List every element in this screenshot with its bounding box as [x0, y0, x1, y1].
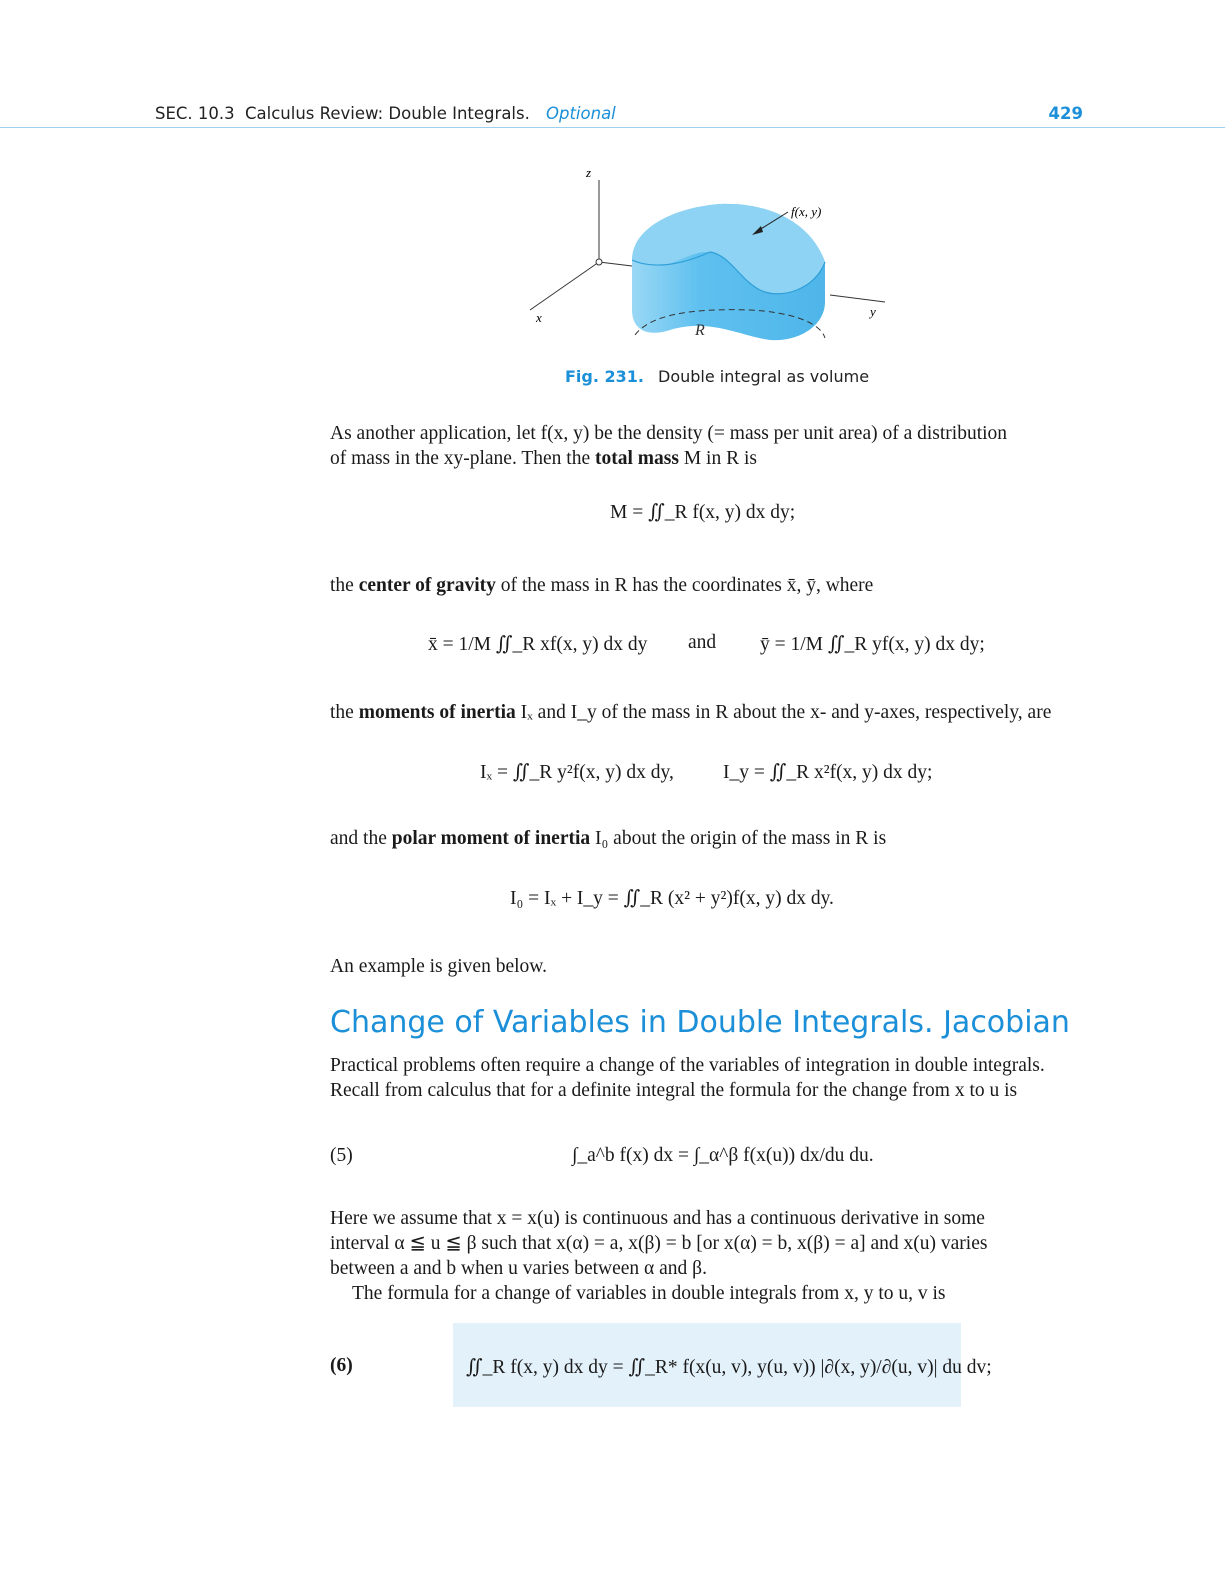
equation-mass: M = ∬_R f(x, y) dx dy;	[610, 502, 796, 523]
origin-point	[596, 259, 602, 265]
paragraph-moments: the moments of inertia Iₓ and I_y of the mass in R about the x- and y-axes, respectively, are	[330, 702, 1052, 723]
term-center-gravity: center of gravity	[358, 575, 496, 596]
section-heading: Change of Variables in Double Integrals. Jacobian	[330, 1005, 1070, 1040]
header-rule	[0, 127, 1225, 128]
section-number: SEC. 10.3	[155, 104, 235, 123]
figure-231	[520, 160, 900, 380]
term-total-mass: total mass	[595, 448, 679, 469]
paragraph-assumptions	[330, 1206, 1083, 1306]
x-axis	[530, 262, 599, 310]
label-region-r: R	[695, 322, 705, 339]
y-axis-left	[599, 262, 632, 266]
equation-5-number: (5)	[330, 1145, 353, 1166]
equation-inertia-x: Iₓ = ∬_R y²f(x, y) dx dy,	[480, 762, 674, 783]
label-f: f(x, y)	[791, 204, 822, 219]
page-number: 429	[1048, 104, 1083, 123]
equation-and: and	[688, 632, 717, 653]
equation-polar: I₀ = Iₓ + I_y = ∬_R (x² + y²)f(x, y) dx dy.	[510, 888, 834, 909]
caption-text: Double integral as volume	[658, 367, 870, 386]
para7-line3: between a and b when u varies between α and β.	[330, 1258, 707, 1279]
equation-center-y: ȳ = 1/M ∬_R yf(x, y) dx dy;	[760, 634, 985, 655]
para6-line2: Recall from calculus that for a definite integral the formula for the change from x to u is	[330, 1080, 1018, 1101]
label-y: y	[870, 304, 876, 319]
paragraph-change-variables	[330, 1053, 1083, 1103]
para7-line4: The formula for a change of variables in double integrals from x, y to u, v is	[352, 1283, 946, 1304]
caption-number: Fig. 231.	[565, 367, 644, 386]
figure-caption	[565, 367, 869, 386]
equation-center-x: x̄ = 1/M ∬_R xf(x, y) dx dy	[428, 634, 648, 655]
label-z: z	[586, 165, 592, 180]
equation-inertia-y: I_y = ∬_R x²f(x, y) dx dy;	[723, 762, 933, 783]
label-x: x	[536, 310, 542, 325]
equation-6: ∬_R f(x, y) dx dy = ∬_R* f(x(u, v), y(u, v)) |∂(x, y)/∂(u, v)| du dv;	[466, 1357, 992, 1378]
para6-line1: Practical problems often require a change of the variables of integration in double integrals.	[330, 1055, 1045, 1076]
para1-line2: of mass in the xy-plane. Then the total mass M in R is	[330, 448, 757, 469]
equation-5: ∫_a^b f(x) dx = ∫_α^β f(x(u)) dx/du du.	[572, 1145, 874, 1166]
section-title: Calculus Review: Double Integrals.	[245, 104, 530, 123]
y-axis-right	[830, 295, 885, 302]
optional-tag: Optional	[546, 104, 616, 123]
running-header	[155, 104, 1083, 128]
paragraph-polar: and the polar moment of inertia I₀ about the origin of the mass in R is	[330, 828, 887, 849]
para7-line2: interval α ≦ u ≦ β such that x(α) = a, x(β) = b [or x(α) = b, x(β) = a] and x(u) varies	[330, 1233, 988, 1254]
para1-line1: As another application, let f(x, y) be the density (= mass per unit area) of a distribution	[330, 423, 1008, 444]
equation-6-number: (6)	[330, 1355, 353, 1376]
para7-line1: Here we assume that x = x(u) is continuous and has a continuous derivative in some	[330, 1208, 985, 1229]
term-polar-moment: polar moment of inertia	[391, 828, 591, 849]
paragraph-center-gravity: the center of gravity of the mass in R has the coordinates x̄, ȳ, where	[330, 575, 874, 596]
paragraph-density	[330, 421, 1083, 471]
term-moments-inertia: moments of inertia	[358, 702, 516, 723]
paragraph-example: An example is given below.	[330, 956, 547, 977]
